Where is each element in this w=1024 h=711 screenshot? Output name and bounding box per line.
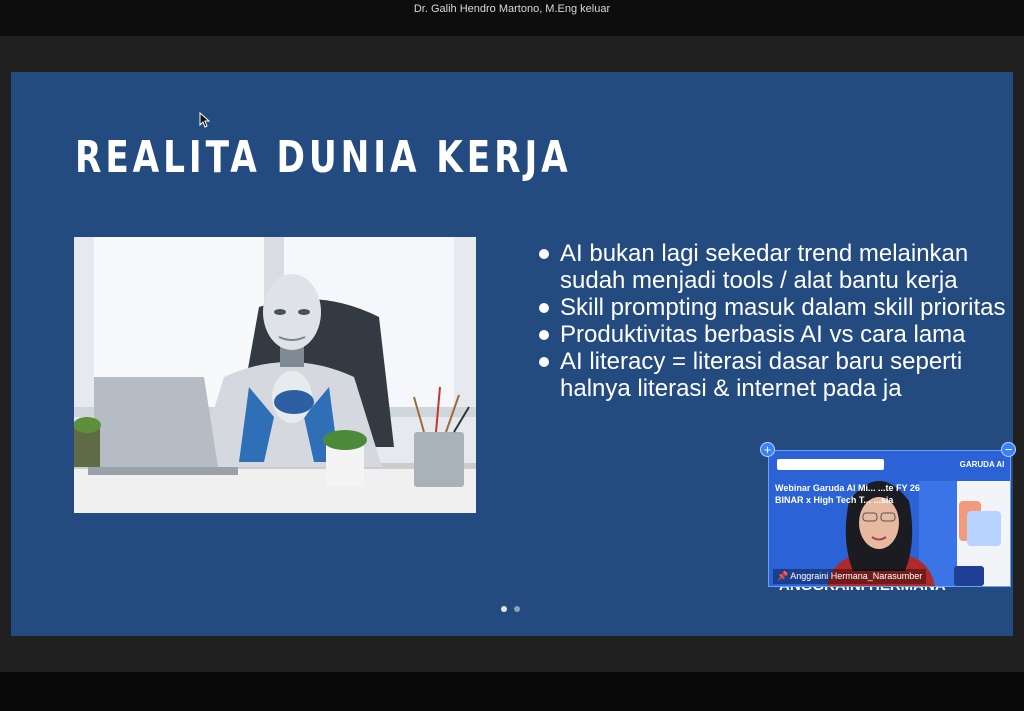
mouse-cursor-icon xyxy=(199,112,211,128)
webinar-banner-line: Webinar Garuda AI Mi... ...te FY 26 xyxy=(775,483,920,493)
minimize-tile-button[interactable]: − xyxy=(1001,442,1016,457)
slide-page-indicator xyxy=(501,599,527,617)
bullet-item: AI bukan lagi sekedar trend melainkan sudah menjadi tools / alat bantu kerja xyxy=(536,240,1006,294)
page-dot[interactable] xyxy=(514,606,520,612)
meeting-top-bar xyxy=(0,0,1024,36)
participant-name-label xyxy=(773,569,926,584)
meeting-bottom-bar xyxy=(0,672,1024,711)
slide-title: REALITA DUNIA KERJA xyxy=(75,132,572,183)
garuda-ai-logo: GARUDA AI xyxy=(959,460,1005,469)
pin-icon: 📌 xyxy=(777,571,789,581)
page-dot-active[interactable] xyxy=(501,606,507,612)
bullet-item: AI literacy = literasi dasar baru seperti halnya literasi & internet pada ja xyxy=(536,348,1006,402)
bullet-item: Skill prompting masuk dalam skill prioritas xyxy=(536,294,1006,321)
webinar-banner-line: BINAR x High Tech T... ...sia xyxy=(775,495,894,505)
robot-laptop-image xyxy=(74,237,476,513)
slide-bullet-list xyxy=(536,240,1006,402)
participant-video-tile[interactable] xyxy=(768,450,1011,587)
add-spotlight-button[interactable]: + xyxy=(760,442,775,457)
bullet-item: Produktivitas berbasis AI vs cara lama xyxy=(536,321,1006,348)
sponsor-logo-strip xyxy=(777,459,884,470)
participant-left-notification: Dr. Galih Hendro Martono, M.Eng keluar xyxy=(413,3,611,15)
participant-name: Anggraini Hermana_Narasumber xyxy=(790,571,923,581)
